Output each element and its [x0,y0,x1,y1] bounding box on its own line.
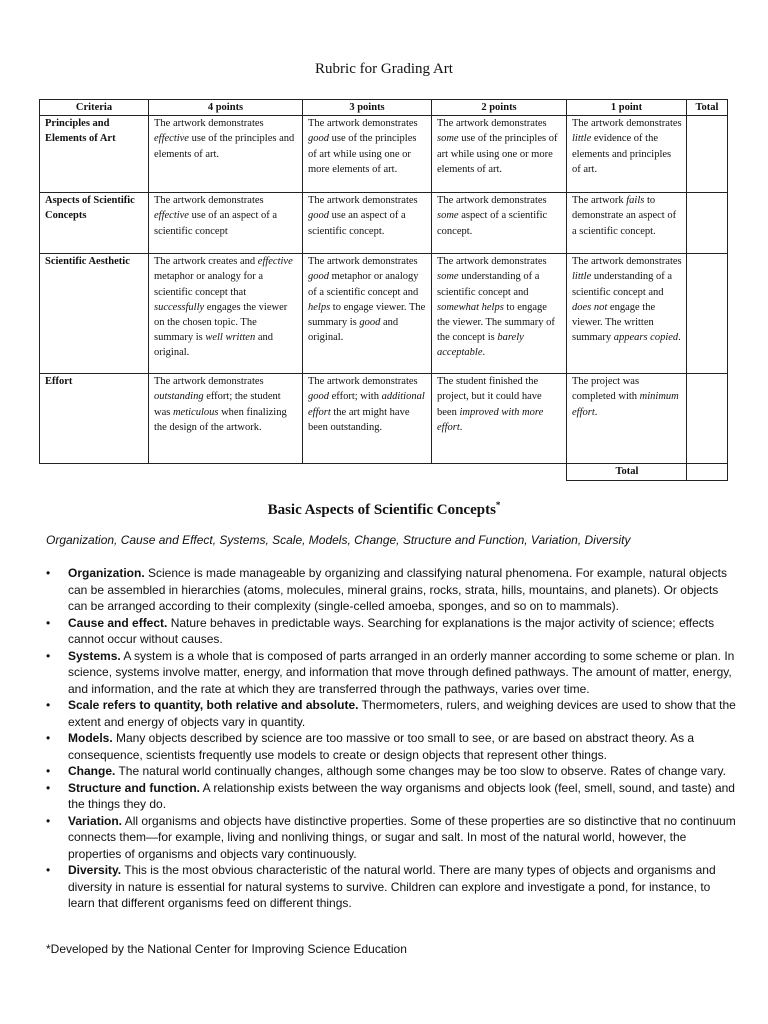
emphasis-text: outstanding [154,391,204,403]
emphasis-text: good [308,391,329,403]
rubric-header-row [40,100,728,116]
list-item-term: Organization. [68,566,145,580]
grand-total-cell[interactable] [687,464,728,481]
emphasis-text: effective [154,210,189,222]
footnote: *Developed by the National Center for Improving Science Education [46,942,407,956]
total-cell[interactable] [687,374,728,464]
score-cell: The artwork demonstrates outstanding effort; the student was meticulous when finalizing the design of the artwork. [149,374,303,464]
bullet-icon: • [46,731,51,745]
list-item-text: A relationship exists between the way organisms and objects look (feel, smell, sound, and taste) and the things they do. [68,780,735,811]
emphasis-text: some [437,133,459,145]
score-cell: The artwork demonstrates some understanding of a scientific concept and somewhat helps to engage the viewer. The summary of the concept is barely acceptable. [432,254,567,374]
total-cell[interactable] [687,254,728,374]
emphasis-text: good [308,271,329,283]
header-2-points: 2 points [432,100,567,116]
list-item-text: Science is made manageable by organizing and classifying natural phenomena. For example, natural objects can be assembled in hierarchies (atoms, molecules, mineral grains, rocks, strata, hills, mountains, and planets). Or objects can be arranged according to their complexity (single-celled amoeba, sponges, and so on to mammals). [68,566,728,613]
blank-spacer [40,464,567,481]
list-item [46,565,736,615]
list-item-term: Models. [68,731,113,745]
rubric-row [40,193,728,254]
bullet-icon: • [46,698,51,712]
list-item-term: Structure and function. [68,780,200,795]
document-title: Rubric for Grading Art [315,61,453,77]
list-item [46,697,736,730]
footnote-mark: * [495,500,501,510]
score-cell: The artwork fails to demonstrate an aspect of a scientific concept. [567,193,687,254]
score-cell: The artwork demonstrates some use of the principles of art while using one or more elements of art. [432,116,567,193]
total-cell[interactable] [687,116,728,193]
emphasis-text: some [437,271,459,283]
bullet-icon: • [46,764,51,778]
total-cell[interactable] [687,193,728,254]
list-item [46,862,736,912]
emphasis-text: good [308,210,329,222]
bullet-icon: • [46,648,51,663]
score-cell: The project was completed with minimum effort. [567,374,687,464]
bullet-icon: • [46,780,51,795]
score-cell: The student finished the project, but it could have been improved with more effort. [432,374,567,464]
header-4-points: 4 points [149,100,303,116]
list-item [46,615,736,648]
emphasis-text: successfully [154,301,205,313]
rubric-row [40,116,728,193]
grand-total-label: Total [567,464,687,481]
emphasis-text: effective [154,133,189,145]
list-item-text: Thermometers, rulers, and weighing devices are used to show that the extent and energy of objects vary in quantity. [68,698,736,729]
rubric-table [39,99,728,481]
list-item [46,648,736,698]
list-item [46,780,736,813]
list-item-term: Diversity. [68,863,122,877]
list-item-text: This is the most obvious characteristic of the natural world. There are many types of objects and organisms and diversity in nature is essential for natural systems to survive. Children can explore and investigate a pond, for instance, to learn that different organisms feed on different things. [68,863,716,910]
criterion-cell: Scientific Aesthetic [40,254,149,374]
emphasis-text: little [572,271,592,283]
emphasis-text: somewhat helps [437,301,504,313]
header-criteria: Criteria [40,100,149,116]
score-cell: The artwork demonstrates effective use of an aspect of a scientific concept [149,193,303,254]
emphasis-text: barely acceptable [437,332,524,359]
list-item-text: Nature behaves in predictable ways. Searching for explanations is the major activity of science; effects cannot occur without causes. [68,615,715,646]
criterion-cell: Effort [40,374,149,464]
score-cell: The artwork demonstrates little evidence of the elements and principles of art. [567,116,687,193]
rubric-row [40,374,728,464]
list-item-text: All organisms and objects have distinctive properties. Some of these properties are so distinctive that no continuum connects them—for example, living and nonliving things, or sugar and salt. In most of the natural world, however, the properties of organisms and objects vary continuously. [68,813,736,861]
emphasis-text: additional effort [308,391,425,418]
emphasis-text: fails [626,195,645,207]
list-item-text: A system is a whole that is composed of parts arranged in an orderly manner according to some scheme or plan. In science, systems involve matter, energy, and information that move through defined pathways. The amount of matter, energy, and information, and the rate at which they are transferred through the pathways, varies over time. [68,648,735,696]
score-cell: The artwork demonstrates good metaphor or analogy of a scientific concept and helps to engage viewer. The summary is good and original. [303,254,432,374]
criterion-cell: Aspects of Scientific Concepts [40,193,149,254]
list-item-term: Cause and effect. [68,615,168,630]
emphasis-text: improved with more effort [437,406,544,433]
section-heading-text: Basic Aspects of Scientific Concepts [267,502,496,518]
emphasis-text: minimum effort [572,391,679,418]
emphasis-text: good [359,317,381,329]
header-1-point: 1 point [567,100,687,116]
bullet-icon: • [46,615,51,630]
score-cell: The artwork demonstrates good use of the principles of art while using one or more elements of art. [303,116,432,193]
score-cell: The artwork demonstrates effective use of the principles and elements of art. [149,116,303,193]
header-3-points: 3 points [303,100,432,116]
bullet-icon: • [46,566,51,580]
emphasis-text: good [308,133,329,145]
section-heading [0,495,768,520]
list-item [46,763,736,780]
list-item-text: Many objects described by science are too massive or too small to see, or are based on abstract theory. As a consequence, scientists frequently use models to create or design objects that represent other things. [68,731,695,762]
emphasis-text: little [572,133,592,145]
score-cell: The artwork demonstrates some aspect of a scientific concept. [432,193,567,254]
list-item-term: Scale refers to quantity, both relative and absolute. [68,698,359,712]
score-cell: The artwork demonstrates little understanding of a scientific concept and does not engage the viewer. The written summary appears copied. [567,254,687,374]
list-item-term: Change. [68,764,116,778]
criterion-cell: Principles and Elements of Art [40,116,149,193]
bullet-icon: • [46,863,51,877]
emphasis-text: appears copied [613,332,679,344]
emphasis-text: effective [257,256,293,268]
header-total: Total [687,100,728,116]
score-cell: The artwork demonstrates good effort; with additional effort the art might have been outstanding. [303,374,432,464]
emphasis-text: well written [205,332,256,344]
emphasis-text: meticulous [172,406,219,418]
emphasis-text: does not [572,301,608,313]
bullet-icon: • [46,813,51,828]
list-item-term: Systems. [68,648,121,663]
list-item [46,730,736,763]
emphasis-text: helps [308,301,331,313]
concepts-list [46,565,736,912]
list-item [46,813,736,863]
rubric-total-row [40,464,728,481]
concept-list-line: Organization, Cause and Effect, Systems, Scale, Models, Change, Structure and Function, Variation, Diversity [46,533,631,547]
score-cell: The artwork demonstrates good use an aspect of a scientific concept. [303,193,432,254]
rubric-row [40,254,728,374]
list-item-text: The natural world continually changes, although some changes may be too slow to observe. Rates of change vary. [115,764,726,778]
score-cell: The artwork creates and effective metaphor or analogy for a scientific concept that successfully engages the viewer on the chosen topic. The summary is well written and original. [149,254,303,374]
emphasis-text: some [437,210,459,222]
list-item-term: Variation. [68,813,123,828]
